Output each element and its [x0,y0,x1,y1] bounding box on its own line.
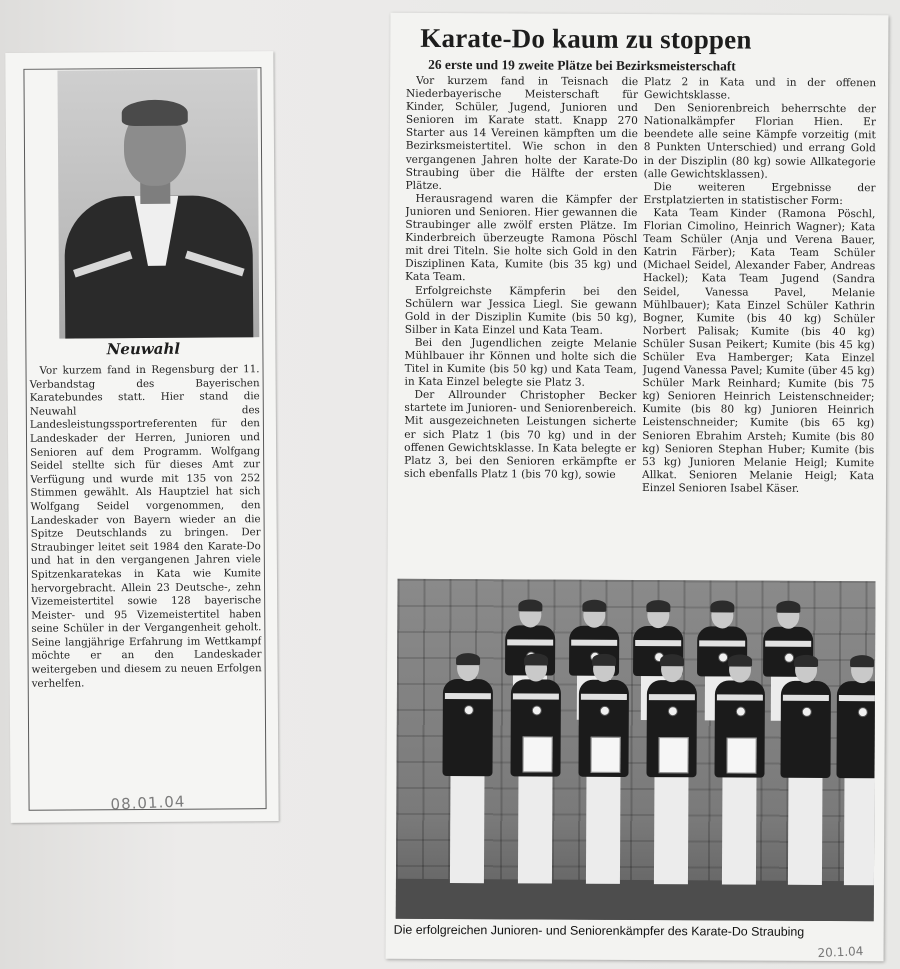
athlete [510,653,561,883]
article-paragraph: Erfolgreichste Kämpferin bei den Schülern war Jessica Liegl. Sie gewann Gold in der Disziplin Kumite (bis 50 kg), Silber in Kata Einzel und Kata Team. [404,284,638,337]
medal [858,707,868,717]
article-column-2 [642,76,877,577]
article-column-1 [404,75,639,576]
athlete [714,654,765,884]
certificate [523,736,553,772]
article-paragraph: Den Seniorenbreich beherrschte der Nationalkämpfer Florian Hien. Er beendete alle seine Kämpfe vorzeitig (mit 8 Punkten Unterschied) und errang Gold in der Disziplin (80 kg) sowie Allkategorie (alle Gewichtsklassen). [643,102,877,181]
athlete-hair [850,655,874,667]
medal [668,706,678,716]
article-paragraph: Bei den Jugendlichen zeigte Melanie Mühlbauer ihr Können und holte sich die Titel in Kumite (bis 50 kg) und Kata Team, in Kata Einzel belegte sie Platz 3. [404,336,637,389]
jacket-stripe [649,694,695,700]
jacket-stripe [513,693,559,699]
jacket-stripe [445,693,491,699]
athlete-hair [776,601,800,613]
article-paragraph: Herausragend waren die Kämpfer der Junioren und Senioren. Hier gewannen die Straubinger alle zwölf ersten Plätze. Im Kinderbreich überzeugte Ramona Pöschl mit drei Titeln. Sie holte sich Gold in den Disziplinen Kata, Kumite (bis 35 kg) und Kata Team. [405,192,638,284]
athlete-hair [710,600,734,612]
athlete-hair [582,600,606,612]
article-paragraph: Vor kurzem fand in Teisnach die Niederbayerische Meisterschaft für Kinder, Schüler, Jugend, Junioren und Senioren im Karate statt. Knapp 270 Starter aus 14 Vereinen kämpften um die Bezirksmeistertitel. Wie schon in den vergangenen Jahren holte der Karate-Do Straubing über die Hälfte der ersten Plätze. [405,74,639,192]
athlete-hair [728,654,752,666]
article-body [29,363,262,775]
athlete [646,654,697,884]
article-paragraph: Der Allrounder Christopher Becker startete im Junioren- und Seniorenbereich. Mit ausgezeichneten Leistungen sicherte er sich Platz 1 (bis 70 kg) und in der offenen Gewichtsklasse. In Kata belegte er Platz 3, bei den Senioren erkämpfte er sich ebenfalls Platz 1 (bis 70 kg), sowie [404,389,637,481]
clipping-karate [386,13,889,962]
jacket-stripe [839,695,876,701]
article-paragraph: Vor kurzem fand in Regensburg der 11. Verbandstag des Bayerischen Karatebundes statt. Hier stand die Neuwahl des Landesleistungssportreferenten für den Landeskader der Herren, Junioren und Senioren auf dem Programm. Wolfgang Seidel stellte sich für dieses Amt zur Verfügung und wurde mit 135 von 252 Stimmen gewählt. Als Hauptziel hat sich Wolfgang Seidel vorgenommen, den Landeskader von Bayern wieder an die Spitze Deutschlands zu bringen. Der Straubinger leitet seit 1984 den Karate-Do und hat in den vergangenen Jahren viele Spitzenkaratekas in Kata wie Kumite hervorgebracht. Allein 23 Deutsche-, zehn Vizemeistertitel sowie 128 bayerische Meister- und 95 Vizemeistertitel haben seine Schüler in der Vergangenheit geholt. Seine langjährige Erfahrung im Wettkampf möchte er an den Landeskader weitergeben und diesem zu neuen Erfolgen verhelfen. [29,363,262,690]
jacket-stripe [507,639,553,645]
jacket-stripe [581,694,627,700]
athlete-hair [592,654,616,666]
athlete-hair [456,653,480,665]
medal [600,706,610,716]
medal [464,705,474,715]
medal [736,707,746,717]
portrait-photo [57,69,259,338]
athlete-hair [524,653,548,665]
subheadline: 26 erste und 19 zweite Plätze bei Bezirksmeisterschaft [428,56,736,74]
athlete [780,655,831,885]
certificate [727,737,757,773]
medal [802,707,812,717]
athlete-hair [646,600,670,612]
athlete-hair [794,655,818,667]
article-title: Neuwahl [106,339,181,359]
jacket-stripe [717,694,763,700]
jacket-stripe [699,640,745,646]
handwritten-date: 20.1.04 [817,944,864,961]
certificate [591,737,621,773]
article-paragraph: Platz 2 in Kata und in der offenen Gewichtsklasse. [644,76,877,102]
article-paragraph: Kata Team Kinder (Ramona Pöschl, Florian Cimolino, Heinrich Wagner); Kata Team Schüler (Anja und Verena Bauer, Katrin Färber); Kata Team Schüler (Michael Seidel, Alexander Faber, Andreas Hackel); Kata Team Jugend (Sandra Seidel, Vanessa Pavel, Melanie Mühlbauer); Kata Einzel Schüler Kathrin Bogner, Kumite (bis 40 kg) Schüler Norbert Palisak; Kumite (bis 40 kg) Schüler Susan Peikert; Kumite (bis 45 kg) Schüler Eva Hamberger; Kata Einzel Jugend Vanessa Pavel; Kumite (über 45 kg) Schüler Mark Reinhard; Kumite (bis 75 kg) Senioren Heinrich Leistenschneider; Kumite (bis 80 kg) Junioren Heinrich Leistenschneider; Kumite (bis 65 kg) Senioren Ebrahim Arsteh; Kumite (bis 80 kg) Senioren Stephan Huber; Kumite (bis 53 kg) Junioren Melanie Heigl; Kumite Allkat. Senioren Melanie Heigl; Kata Einzel Senioren Isabel Käser. [641,207,876,495]
athlete [836,655,876,885]
photo-caption: Die erfolgreichen Junioren- und Seniorenkämpfer des Karate-Do Straubing [393,922,805,939]
headline: Karate-Do kaum zu stoppen [420,22,752,55]
athlete [578,654,629,884]
article-paragraph: Die weiteren Ergebnisse der Erstplatzierten in statistischer Form: [643,180,876,207]
team-photo [396,579,876,921]
athlete-hair [660,654,684,666]
clipping-neuwahl [5,51,278,823]
portrait-hair [122,100,188,126]
medal [532,705,542,715]
handwritten-date: 08.01.04 [110,792,186,814]
certificate [659,737,689,773]
jacket-stripe [635,640,681,646]
jacket-stripe [783,695,829,701]
athlete [442,653,493,883]
jacket-stripe [765,641,811,647]
jacket-stripe [571,640,617,646]
gym-floor [396,879,874,922]
athlete-hair [518,599,542,611]
